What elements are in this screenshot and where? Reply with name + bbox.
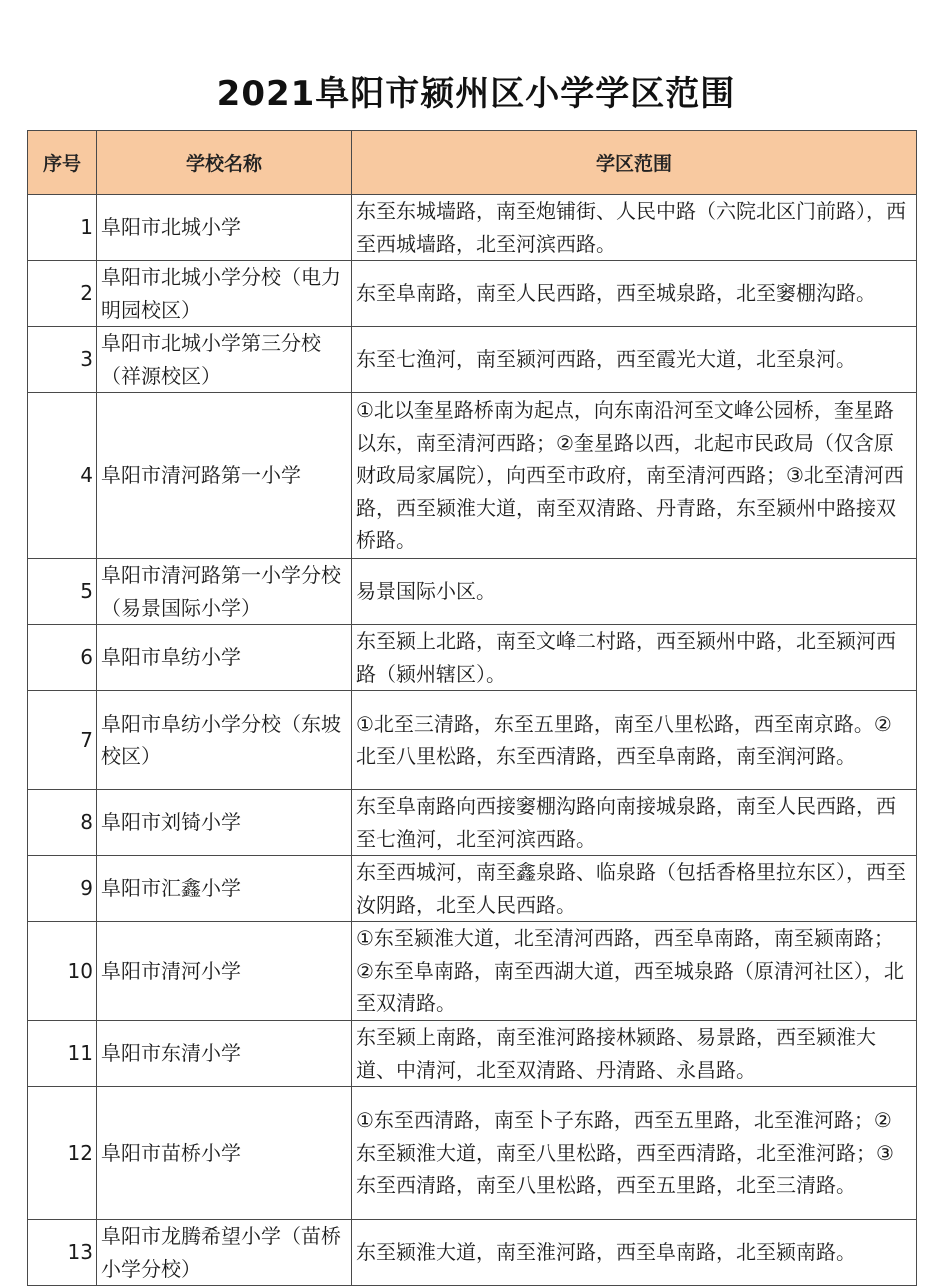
school-name: 阜阳市苗桥小学 <box>97 1087 352 1220</box>
row-number: 5 <box>28 559 97 625</box>
district-range: ①东至西清路，南至卜子东路，西至五里路，北至淮河路；②东至颍淮大道，南至八里松路，西至西清路，北至淮河路；③东至西清路，南至八里松路，西至五里路，北至三清路。 <box>352 1087 917 1220</box>
row-number: 4 <box>28 393 97 559</box>
row-number: 10 <box>28 922 97 1021</box>
table-row <box>28 856 917 922</box>
district-range: 东至西城河，南至鑫泉路、临泉路（包括香格里拉东区），西至汝阴路，北至人民西路。 <box>352 856 917 922</box>
school-name: 阜阳市清河小学 <box>97 922 352 1021</box>
district-range: ①北以奎星路桥南为起点，向东南沿河至文峰公园桥，奎星路以东，南至清河西路；②奎星路以西，北起市民政局（仅含原财政局家属院），向西至市政府，南至清河西路；③北至清河西路，西至颍淮大道，南至双清路、丹青路，东至颍州中路接双桥路。 <box>352 393 917 559</box>
district-range: ①北至三清路，东至五里路，南至八里松路，西至南京路。②北至八里松路，东至西清路，西至阜南路，南至润河路。 <box>352 691 917 790</box>
school-name: 阜阳市汇鑫小学 <box>97 856 352 922</box>
table-row <box>28 327 917 393</box>
school-district-table <box>27 130 917 1286</box>
district-range: ①东至颍淮大道，北至清河西路，西至阜南路，南至颍南路；②东至阜南路，南至西湖大道，西至城泉路（原清河社区），北至双清路。 <box>352 922 917 1021</box>
table-row <box>28 625 917 691</box>
row-number: 1 <box>28 195 97 261</box>
table-row <box>28 691 917 790</box>
row-number: 6 <box>28 625 97 691</box>
district-range: 东至阜南路，南至人民西路，西至城泉路，北至窭棚沟路。 <box>352 261 917 327</box>
row-number: 3 <box>28 327 97 393</box>
school-name: 阜阳市龙腾希望小学（苗桥小学分校） <box>97 1220 352 1286</box>
header-no: 序号 <box>28 131 97 195</box>
school-name: 阜阳市刘锜小学 <box>97 790 352 856</box>
district-range: 东至阜南路向西接窭棚沟路向南接城泉路，南至人民西路，西至七渔河，北至河滨西路。 <box>352 790 917 856</box>
table-row <box>28 559 917 625</box>
row-number: 9 <box>28 856 97 922</box>
row-number: 11 <box>28 1021 97 1087</box>
school-name: 阜阳市北城小学 <box>97 195 352 261</box>
table-row <box>28 1087 917 1220</box>
table-row <box>28 1021 917 1087</box>
district-range: 东至七渔河，南至颍河西路，西至霞光大道，北至泉河。 <box>352 327 917 393</box>
school-name: 阜阳市东清小学 <box>97 1021 352 1087</box>
row-number: 7 <box>28 691 97 790</box>
school-name: 阜阳市清河路第一小学 <box>97 393 352 559</box>
table-row <box>28 790 917 856</box>
table-row <box>28 922 917 1021</box>
table-row <box>28 1220 917 1286</box>
district-range: 易景国际小区。 <box>352 559 917 625</box>
school-name: 阜阳市阜纺小学分校（东坡校区） <box>97 691 352 790</box>
table-row <box>28 393 917 559</box>
school-name: 阜阳市北城小学分校（电力明园校区） <box>97 261 352 327</box>
row-number: 12 <box>28 1087 97 1220</box>
district-range: 东至颍淮大道，南至淮河路，西至阜南路，北至颍南路。 <box>352 1220 917 1286</box>
header-district-range: 学区范围 <box>352 131 917 195</box>
district-range: 东至颍上北路，南至文峰二村路，西至颍州中路，北至颍河西路（颍州辖区）。 <box>352 625 917 691</box>
table-row <box>28 261 917 327</box>
row-number: 2 <box>28 261 97 327</box>
district-range: 东至颍上南路，南至淮河路接林颍路、易景路，西至颍淮大道、中清河，北至双清路、丹清路、永昌路。 <box>352 1021 917 1087</box>
header-school-name: 学校名称 <box>97 131 352 195</box>
school-name: 阜阳市清河路第一小学分校（易景国际小学） <box>97 559 352 625</box>
page-title: 2021阜阳市颍州区小学学区范围 <box>216 74 736 114</box>
table-header-row <box>28 131 917 195</box>
table-row <box>28 195 917 261</box>
school-name: 阜阳市阜纺小学 <box>97 625 352 691</box>
row-number: 8 <box>28 790 97 856</box>
school-name: 阜阳市北城小学第三分校（祥源校区） <box>97 327 352 393</box>
row-number: 13 <box>28 1220 97 1286</box>
district-range: 东至东城墙路，南至炮铺街、人民中路（六院北区门前路），西至西城墙路，北至河滨西路。 <box>352 195 917 261</box>
